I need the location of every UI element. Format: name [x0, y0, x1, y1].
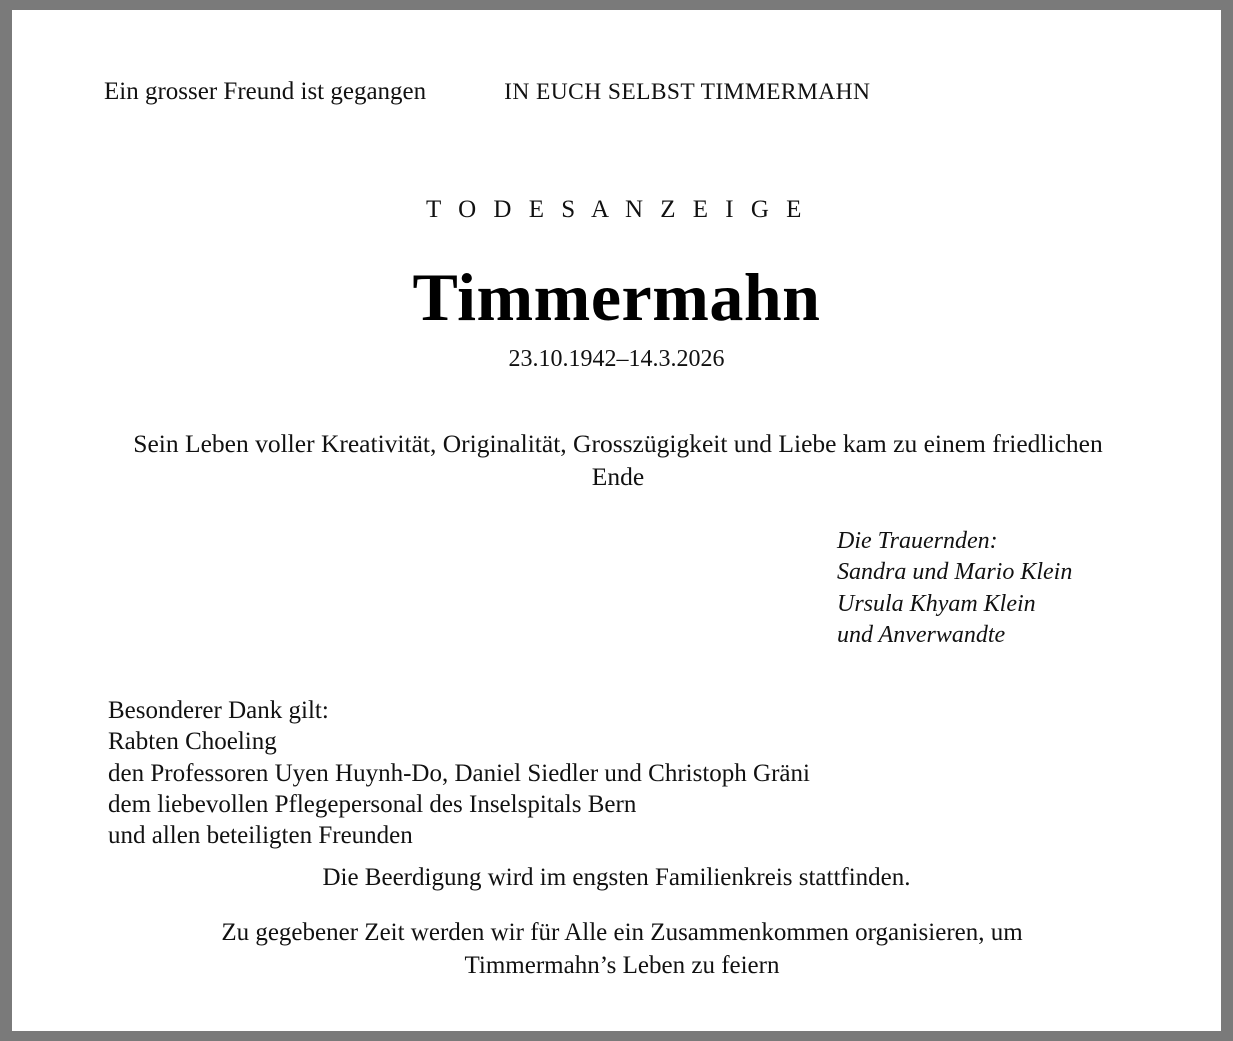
- tribute-line-right: IN EUCH SELBST TIMMERMAHN: [504, 79, 871, 105]
- mourners-label: Die Trauernden:: [837, 528, 998, 554]
- burial-note: Die Beerdigung wird im engsten Familienkreis stattfinden.: [322, 864, 911, 891]
- thanks-block: [108, 695, 810, 851]
- life-description: Sein Leben voller Kreativität, Originalität, Grosszügigkeit und Liebe kam zu einem friedlichen Ende: [133, 429, 1103, 491]
- thanks-label: Besonderer Dank gilt:: [108, 697, 329, 724]
- header-row: [12, 78, 1221, 106]
- thanks-line: den Professoren Uyen Huynh-Do, Daniel Siedler und Christoph Gräni: [108, 759, 810, 787]
- thanks-line: und allen beteiligten Freunden: [108, 822, 413, 849]
- deceased-surname: Timmermahn: [412, 259, 821, 335]
- mourner-name: und Anverwandte: [837, 622, 1006, 649]
- death-notice-card: [12, 10, 1221, 1031]
- mourners-block: [837, 526, 1072, 652]
- mourner-name: Ursula Khyam Klein: [837, 590, 1036, 617]
- thanks-line: dem liebevollen Pflegepersonal des Inselspitals Bern: [108, 790, 637, 818]
- notice-heading: T O D E S A N Z E I G E: [426, 196, 807, 223]
- gathering-note: Zu gegebener Zeit werden wir für Alle ein Zusammenkommen organisieren, um Timmermahn’s Leben zu feiern: [221, 919, 1023, 979]
- tribute-line-left: Ein grosser Freund ist gegangen: [104, 78, 427, 105]
- thanks-line: Rabten Choeling: [108, 728, 277, 756]
- mourner-name: Sandra und Mario Klein: [837, 559, 1073, 586]
- life-dates: 23.10.1942–14.3.2026: [508, 346, 725, 372]
